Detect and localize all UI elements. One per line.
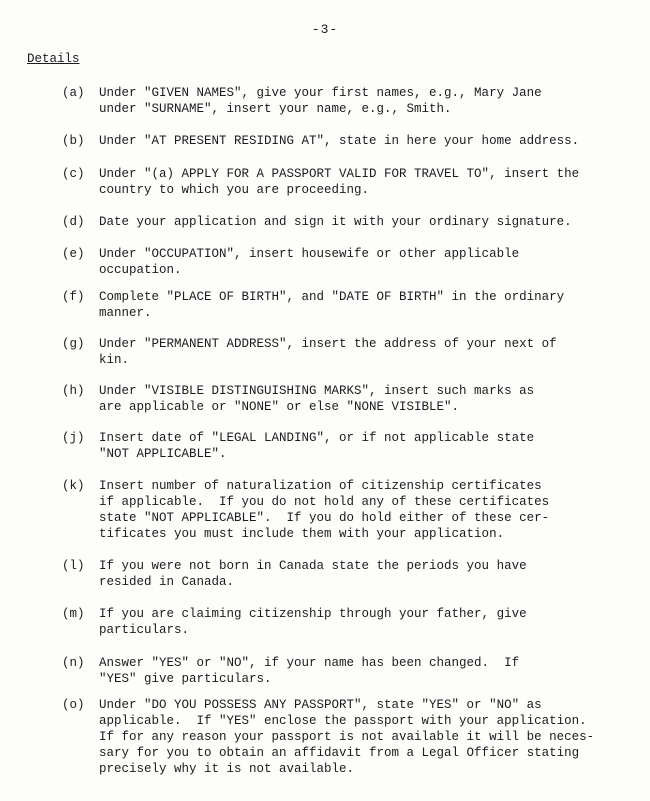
item-label: (m) — [62, 607, 85, 621]
item-text: Complete "PLACE OF BIRTH", and "DATE OF BIRTH" in the ordinary manner. — [99, 290, 565, 320]
item-label: (n) — [62, 656, 85, 670]
page-number: -3- — [311, 22, 339, 37]
item-text: Under "OCCUPATION", insert housewife or other applicable occupation. — [99, 247, 520, 277]
item-text: Under "PERMANENT ADDRESS", insert the address of your next of kin. — [99, 337, 557, 367]
item-text: If you were not born in Canada state the periods you have resided in Canada. — [99, 559, 527, 589]
item-label: (o) — [62, 698, 85, 712]
item-label: (g) — [62, 337, 85, 351]
item-text: Under "AT PRESENT RESIDING AT", state in here your home address. — [99, 134, 580, 148]
item-text: Insert number of naturalization of citizenship certificates if applicable. If you do not hold any of these certificates state "NOT APPLICABLE". If you do hold either of these cer- tificates you must include them with your application. — [99, 479, 550, 541]
item-label: (h) — [62, 384, 85, 398]
item-label: (b) — [62, 134, 85, 148]
item-label: (f) — [62, 290, 85, 304]
item-text: Under "(a) APPLY FOR A PASSPORT VALID FOR TRAVEL TO", insert the country to which you are proceeding. — [99, 167, 580, 197]
item-text: Insert date of "LEGAL LANDING", or if not applicable state "NOT APPLICABLE". — [99, 431, 535, 461]
item-text: Date your application and sign it with your ordinary signature. — [99, 215, 572, 229]
item-label: (l) — [62, 559, 85, 573]
section-heading: Details — [27, 52, 80, 66]
item-text: If you are claiming citizenship through your father, give particulars. — [99, 607, 527, 637]
item-label: (a) — [62, 86, 85, 100]
item-text: Under "DO YOU POSSESS ANY PASSPORT", state "YES" or "NO" as applicable. If "YES" enclose the passport with your application. If for any reason your passport is not available it will be neces- sary for you to obtain an affidavit from a Legal Officer stating precisely why it is not available. — [99, 698, 595, 776]
item-label: (k) — [62, 479, 85, 493]
item-label: (d) — [62, 215, 85, 229]
item-label: (e) — [62, 247, 85, 261]
item-text: Under "GIVEN NAMES", give your first names, e.g., Mary Jane under "SURNAME", insert your name, e.g., Smith. — [99, 86, 542, 116]
item-label: (j) — [62, 431, 85, 445]
item-text: Answer "YES" or "NO", if your name has been changed. If "YES" give particulars. — [99, 656, 520, 686]
item-label: (c) — [62, 167, 85, 181]
item-text: Under "VISIBLE DISTINGUISHING MARKS", insert such marks as are applicable or "NONE" or else "NONE VISIBLE". — [99, 384, 535, 414]
